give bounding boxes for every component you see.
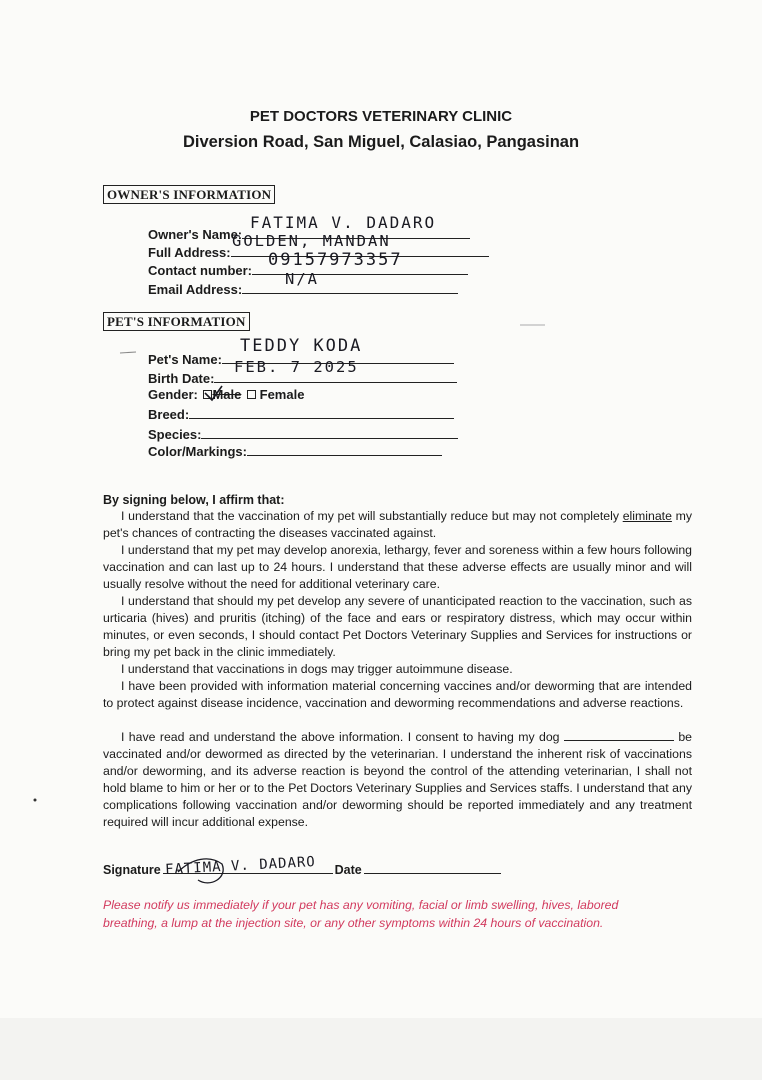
pet-species-label: Species: (148, 427, 202, 442)
pet-color-label: Color/Markings: (148, 444, 247, 459)
pet-name-label: Pet's Name: (148, 352, 222, 367)
owner-contact-value: 09157973357 (268, 250, 403, 270)
pet-breed-label: Breed: (148, 407, 190, 422)
consent-paragraph-5: I have been provided with information material concerning vaccines and/or deworming that are intended to protect against disease incidence, vaccination and deworming recommendations and adverse reactions. (103, 679, 692, 710)
owner-email-label: Email Address: (148, 282, 243, 297)
consent-p1-underlined: eliminate (622, 509, 672, 523)
owner-section-title: OWNER'S INFORMATION (103, 185, 275, 204)
clinic-name: PET DOCTORS VETERINARY CLINIC (249, 108, 513, 125)
pet-birth-value: FEB. 7 2025 (234, 358, 359, 376)
signature-handwriting: FATIMA V. DADARO (164, 854, 317, 878)
consent-paragraph-2: I understand that my pet may develop anorexia, lethargy, fever and soreness within a few hours following vaccination and can last up to 24 hours. I understand that these adverse effects are usually minor and will usually resolve without the need for additional veterinary care. (103, 543, 692, 591)
owner-address-value: GOLDEN, MANDAN (232, 232, 391, 250)
consent-p1-text: I understand that the vaccination of my pet will substantially reduce but may not completely (121, 509, 619, 523)
gender-female-label: Female (259, 387, 305, 402)
owner-contact-label: Contact number: (148, 263, 252, 278)
owner-address-label: Full Address: (148, 245, 231, 260)
post-vaccination-notice: Please notify us immediately if your pet has any vomiting, facial or limb swelling, hives, labored breathing, a lump at the injection site, or any other symptoms within 24 hours of vaccination. (103, 898, 619, 930)
pet-section-title: PET'S INFORMATION (103, 312, 250, 331)
owner-name-label: Owner's Name: (148, 227, 243, 242)
signature-flourish-icon (178, 859, 223, 883)
consent-paragraph-3: I understand that should my pet develop any severe of unanticipated reaction to the vaccination, such as urticaria (hives) and pruritis (itching) of the face and ears or respiratory distress, which may occur within minutes, or even seconds, I should contact Pet Doctors Veterinary Supplies and Services for instructions or bring my pet back in the clinic immediately. (103, 594, 692, 659)
consent-paragraph-4: I understand that vaccinations in dogs may trigger autoimmune disease. (121, 662, 513, 676)
gender-male-label: Male (212, 387, 242, 402)
consent-p6-text: I have read and understand the above information. I consent to having my dog (121, 730, 560, 744)
consent-p1-text-2: my pet's chances of contracting the diseases vaccinated against. (103, 509, 693, 540)
affirm-title: By signing below, I affirm that: (103, 493, 285, 507)
consent-p6-text-2: be vaccinated and/or dewormed as directed by the veterinarian. I understand the inherent risk of vaccinations and/or deworming, and its adverse reaction is beyond the control of the attending veterinarian, I shall not hold blame to him or her or to the Pet Doctors Veterinary Supplies and Services staffs. I understand that any complications following vaccination and/or deworming should be reported immediately and any treatment required will incur additional expense. (103, 730, 692, 829)
scan-dot-icon (34, 799, 37, 802)
scan-mark-icon (120, 352, 136, 353)
signature-label: Signature (103, 863, 161, 877)
pet-name-value: TEDDY KODA (240, 336, 363, 356)
pet-birth-label: Birth Date: (148, 371, 215, 386)
owner-name-value: FATIMA V. DADARO (250, 213, 437, 232)
pet-gender-label: Gender: (148, 387, 198, 402)
owner-email-value: N/A (285, 270, 319, 288)
date-label: Date (334, 863, 362, 877)
clinic-address: Diversion Road, San Miguel, Calasiao, Pangasinan (182, 133, 580, 151)
male-check-mark-icon (205, 386, 222, 400)
